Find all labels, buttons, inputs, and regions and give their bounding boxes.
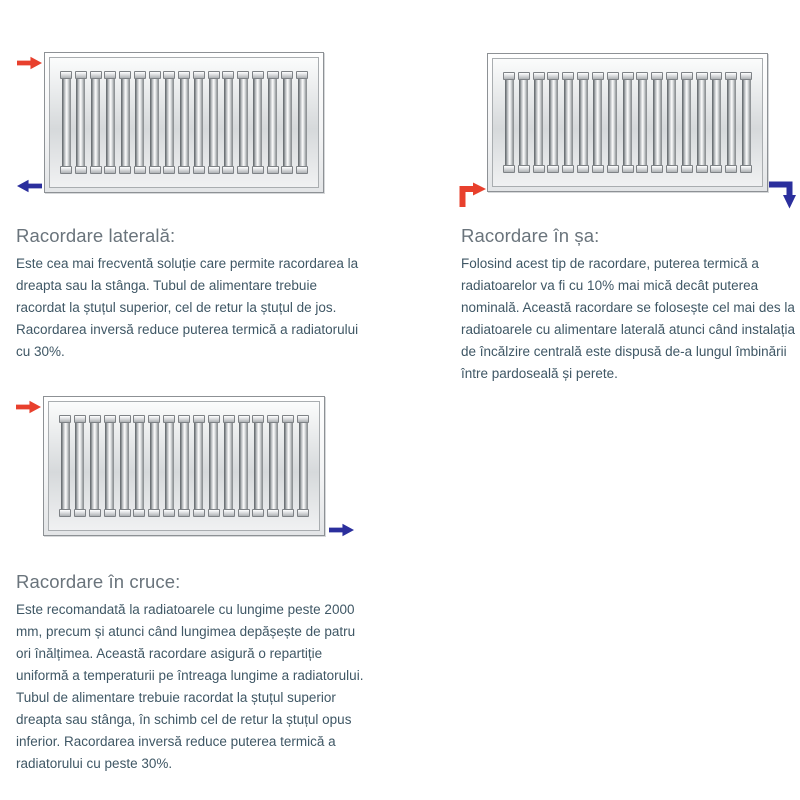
radiator-fin — [193, 415, 205, 517]
radiator-fin — [267, 71, 279, 174]
radiator-body — [49, 57, 319, 188]
radiator-fin — [296, 71, 308, 174]
radiator-fin — [503, 72, 515, 173]
radiator-fin — [223, 415, 235, 517]
supply-arrow-icon — [17, 56, 42, 70]
return-arrow-icon — [17, 179, 42, 193]
radiator-fin — [60, 71, 72, 174]
radiator-fin — [90, 71, 102, 174]
radiator-fin — [622, 72, 634, 173]
radiator-fin — [547, 72, 559, 173]
radiator-fin — [74, 415, 86, 517]
radiator-fin — [149, 71, 161, 174]
return-arrow-icon — [329, 523, 354, 537]
radiator-fin — [75, 71, 87, 174]
radiator-fin — [178, 71, 190, 174]
radiator-fin — [297, 415, 309, 517]
section-description: Este recomandată la radiatoarele cu lungime peste 2000 mm, precum și atunci când lungimea depășește de patru ori înălțimea. Această racordare asigură o repartiție uniformă a temperaturii pe întreaga lungime a radiatorului. Tubul de alimentare trebuie racordat la ștuțul superior dreapta sau stânga, în schimb cel de retur la ștuțul opus inferior. Racordarea inversă reduce puterea termică a radiatorului cu peste 30%. — [16, 602, 364, 771]
radiator-body — [48, 401, 320, 531]
radiator-fin — [252, 71, 264, 174]
radiator-diagram — [44, 52, 324, 193]
radiator-fin — [562, 72, 574, 173]
return-arrow-icon — [769, 180, 797, 210]
radiator-fin — [237, 71, 249, 174]
radiator-fin — [592, 72, 604, 173]
radiator-fin — [104, 71, 116, 174]
section-description: Este cea mai frecventă soluție care permite racordarea la dreapta sau la stânga. Tubul de alimentare trebuie racordat la ștuțul superior, cel de retur la ștuțul de jos. Racordarea inversă reduce puterea termică a radiatorului cu 30%. — [16, 256, 359, 359]
radiator-diagram — [487, 53, 768, 192]
radiator-fin — [252, 415, 264, 517]
radiator-fins — [493, 59, 762, 186]
radiator-fin — [222, 71, 234, 174]
radiator-fin — [666, 72, 678, 173]
section-heading: Racordare în șa: — [461, 225, 600, 246]
radiator-fin — [59, 415, 71, 517]
radiator-fin — [208, 415, 220, 517]
radiator-fin — [681, 72, 693, 173]
radiator-fin — [533, 72, 545, 173]
section-heading: Racordare în cruce: — [16, 571, 181, 592]
radiator-fin — [193, 71, 205, 174]
radiator-fin — [119, 415, 131, 517]
radiator-fin — [267, 415, 279, 517]
radiator-fin — [163, 71, 175, 174]
section-description: Folosind acest tip de racordare, puterea termică a radiatoarelor va fi cu 10% mai mică decât puterea nominală. Această racordare se folosește cel mai des la radiatoarele cu alimentare laterală atunci când instalația de încălzire centrală este dispusă de-a lungul îmbinării între pardoseală și perete. — [461, 256, 795, 381]
radiator-fin — [518, 72, 530, 173]
radiator-fin — [725, 72, 737, 173]
radiator-fin — [148, 415, 160, 517]
radiator-fin — [282, 415, 294, 517]
radiator-fin — [208, 71, 220, 174]
radiator-fin — [281, 71, 293, 174]
radiator-fin — [696, 72, 708, 173]
radiator-fin — [119, 71, 131, 174]
supply-arrow-icon — [16, 400, 41, 414]
radiator-fin — [238, 415, 250, 517]
radiator-body — [492, 58, 763, 187]
radiator-fin — [133, 415, 145, 517]
radiator-fin — [104, 415, 116, 517]
radiator-fins — [49, 402, 319, 530]
radiator-fin — [636, 72, 648, 173]
supply-arrow-icon — [459, 180, 487, 207]
radiator-fins — [50, 58, 318, 187]
radiator-fin — [651, 72, 663, 173]
radiator-fin — [577, 72, 589, 173]
radiator-fin — [89, 415, 101, 517]
radiator-fin — [710, 72, 722, 173]
section-heading: Racordare laterală: — [16, 225, 176, 246]
radiator-diagram — [43, 396, 325, 536]
radiator-fin — [178, 415, 190, 517]
radiator-fin — [607, 72, 619, 173]
radiator-fin — [134, 71, 146, 174]
radiator-fin — [740, 72, 752, 173]
radiator-fin — [163, 415, 175, 517]
